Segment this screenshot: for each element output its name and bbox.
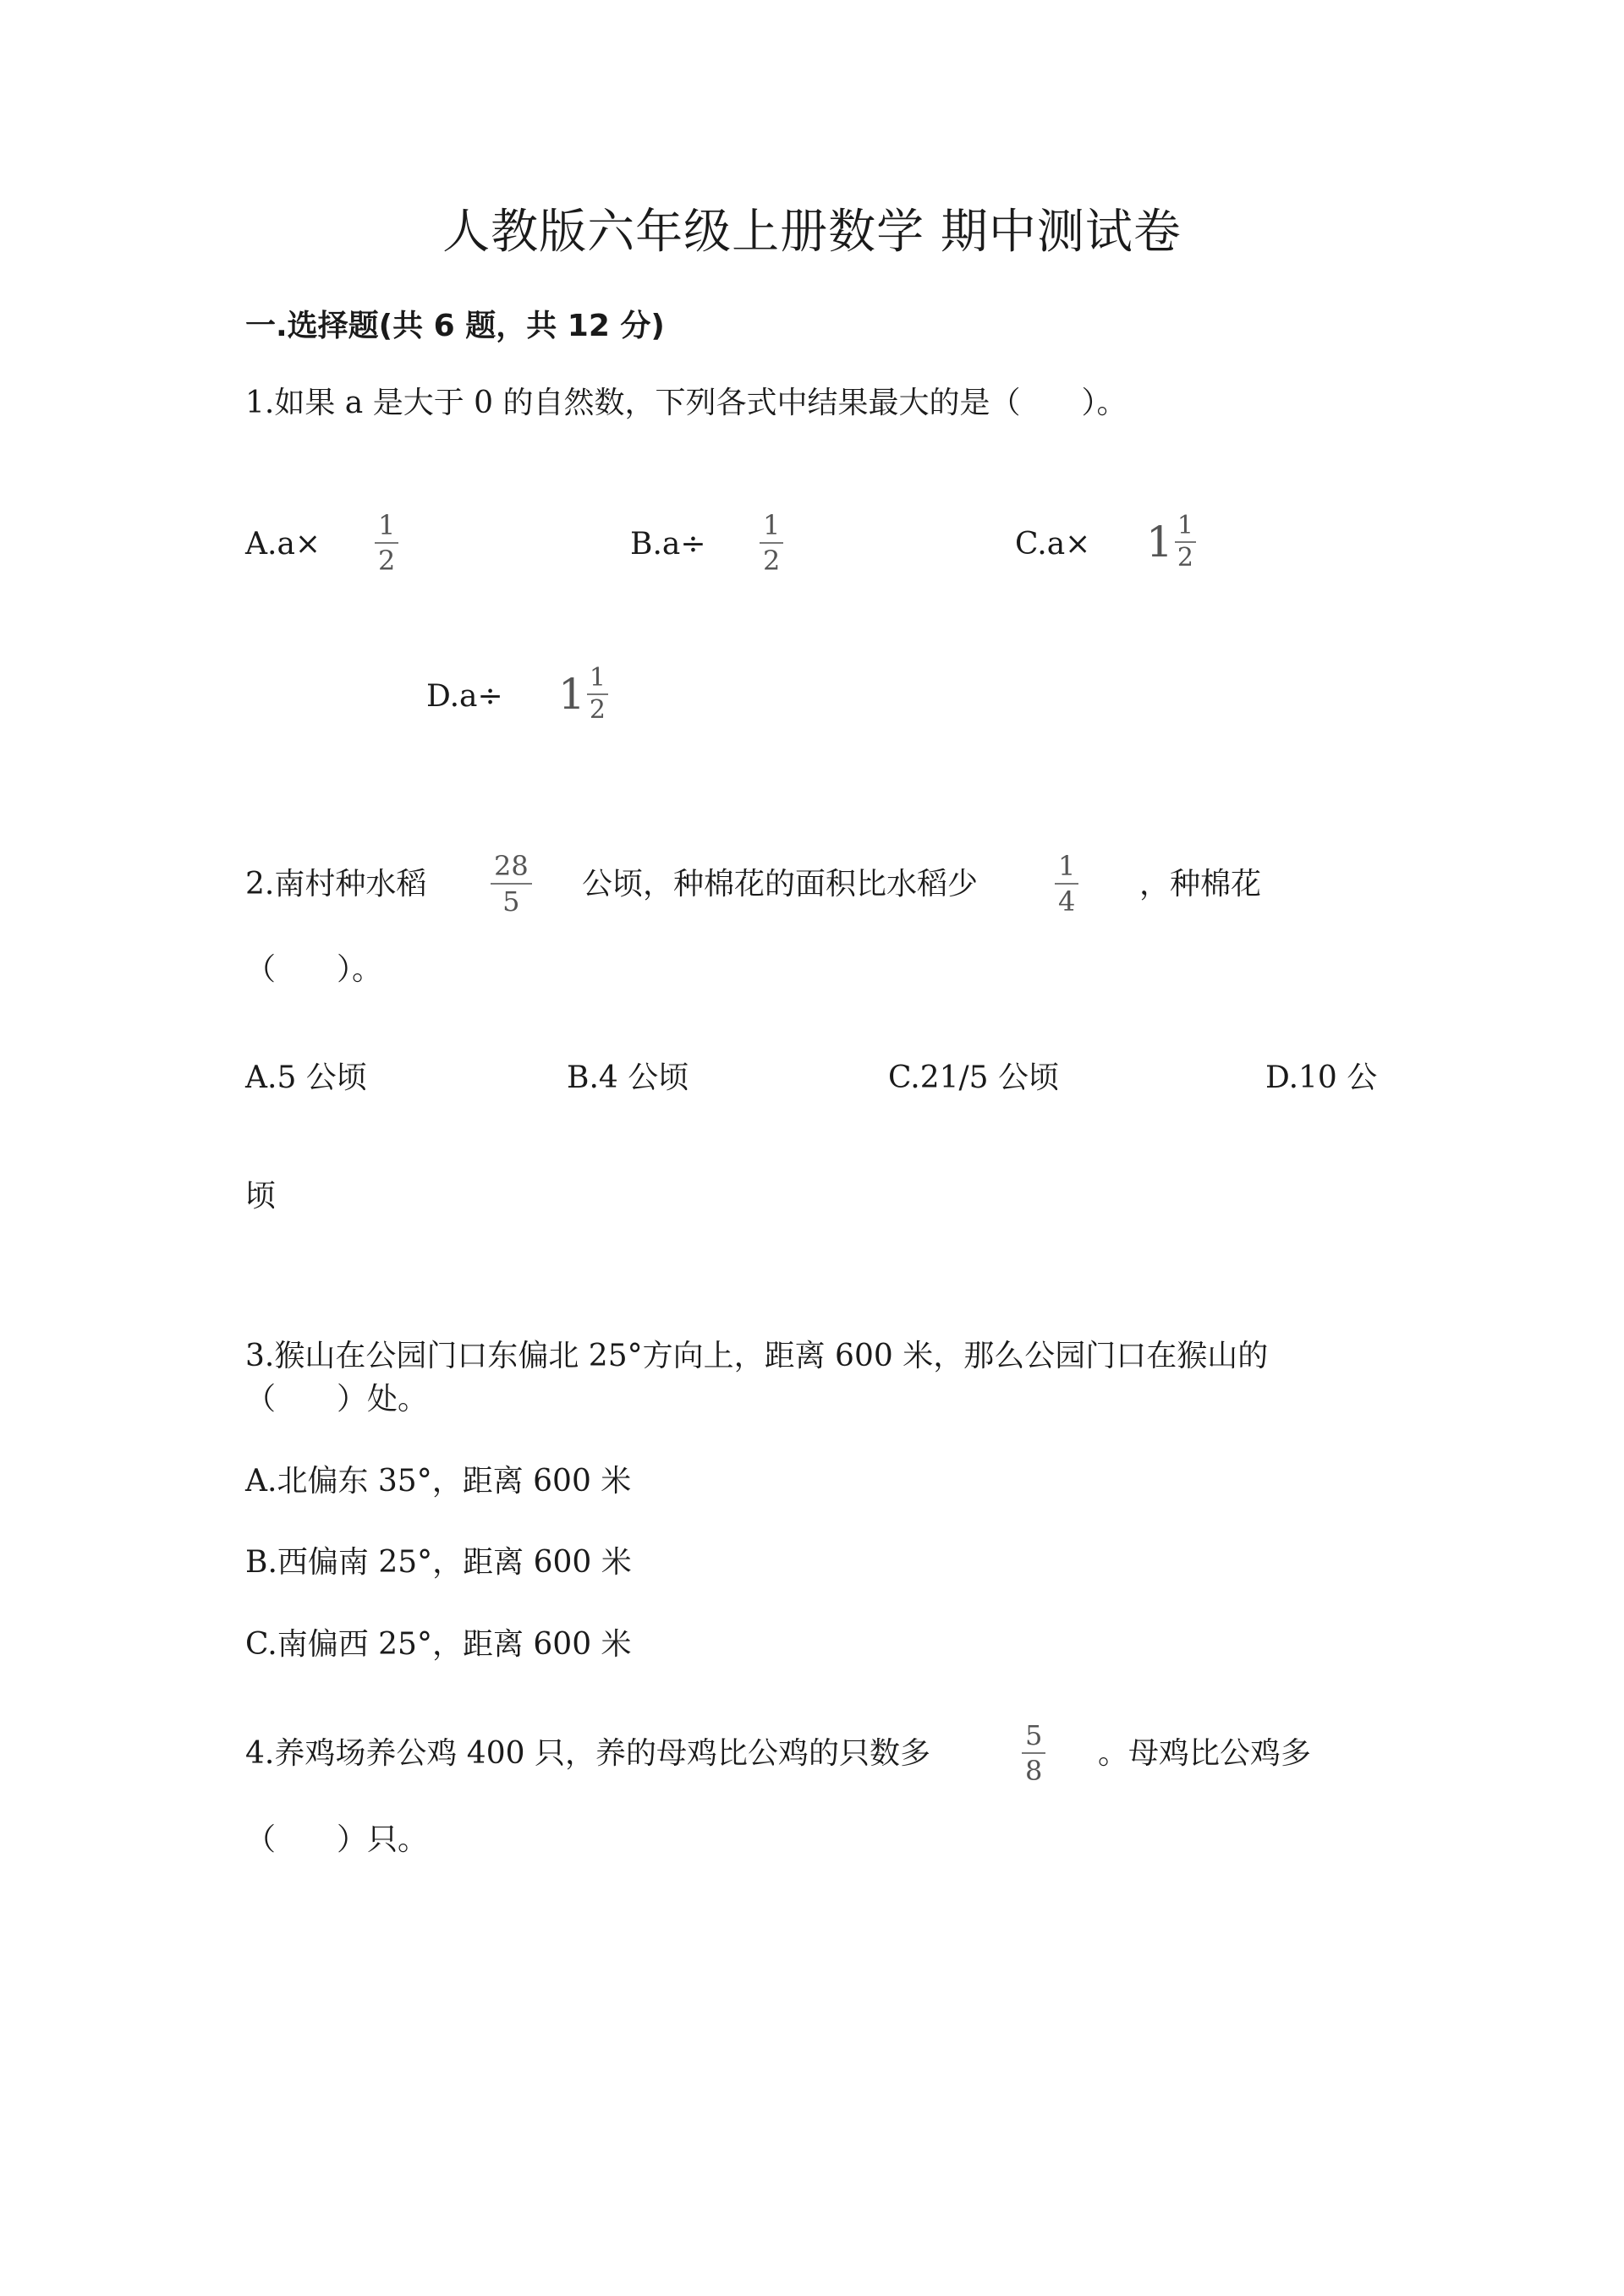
q1-option-a-label: A.a× (245, 527, 321, 562)
q1-option-a-fraction (375, 510, 398, 576)
question-2-stem-line2: （ ）。 (245, 952, 383, 987)
fraction-bar (1055, 883, 1078, 885)
fraction-bar (1022, 1752, 1045, 1754)
q2-option-d-wrap: 顷 (245, 1179, 277, 1214)
question-3-stem-line2: （ ）处。 (245, 1382, 429, 1417)
fraction-bar (491, 883, 532, 885)
fraction-denominator: 2 (589, 695, 606, 725)
q1-option-c-mixed-number (1146, 512, 1196, 572)
q1-option-c-label: C.a× (1015, 527, 1091, 562)
q1-option-b-label: B.a÷ (630, 527, 706, 562)
section-heading: 一.选择题(共 6 题，共 12 分) (245, 309, 665, 343)
fraction-denominator: 5 (502, 885, 520, 918)
fraction-bar (375, 542, 398, 544)
page-title: 人教版六年级上册数学 期中测试卷 (442, 205, 1182, 260)
fraction-numerator: 1 (378, 509, 396, 541)
q2-fraction-rice-area (491, 851, 532, 917)
q1-option-b-fraction (760, 510, 783, 576)
fraction-numerator: 28 (494, 850, 529, 882)
q4-fraction-more (1022, 1720, 1045, 1786)
q2-option-d: D.10 公 (1265, 1060, 1378, 1095)
fraction-numerator: 1 (1058, 850, 1076, 882)
q2-option-c: C.21/5 公顷 (888, 1060, 1059, 1095)
question-2-stem-part3: ，种棉花 (1139, 867, 1262, 901)
q1-option-d-mixed-number (558, 665, 608, 724)
question-3-stem-line1: 3.猴山在公园门口东偏北 25°方向上，距离 600 米，那么公园门口在猴山的 (245, 1339, 1269, 1373)
fraction-denominator: 2 (378, 545, 396, 577)
fraction-denominator: 8 (1025, 1755, 1043, 1787)
q2-option-a: A.5 公顷 (245, 1060, 367, 1095)
question-2-stem-part1: 2.南村种水稻 (245, 867, 427, 901)
fraction-bar (760, 542, 783, 544)
fraction-denominator: 4 (1058, 885, 1076, 918)
fraction-numerator: 1 (589, 663, 606, 693)
question-4-stem-part1: 4.养鸡场养公鸡 400 只，养的母鸡比公鸡的只数多 (245, 1736, 930, 1771)
fraction-numerator: 1 (763, 509, 781, 541)
fraction-denominator: 2 (763, 545, 781, 577)
question-1-stem: 1.如果 a 是大于 0 的自然数，下列各式中结果最大的是（ ）。 (245, 386, 1127, 420)
question-4-stem-line2: （ ）只。 (245, 1822, 429, 1857)
fraction-numerator: 5 (1025, 1719, 1043, 1751)
q3-option-a: A.北偏东 35°，距离 600 米 (245, 1464, 632, 1499)
mixed-whole: 1 (1146, 518, 1173, 567)
q2-fraction-less (1055, 851, 1078, 917)
question-2-stem-part2: 公顷，种棉花的面积比水稻少 (582, 867, 979, 901)
question-4-stem-part2: 。母鸡比公鸡多 (1098, 1736, 1312, 1771)
q1-option-d-label: D.a÷ (426, 679, 503, 714)
q3-option-b: B.西偏南 25°，距离 600 米 (245, 1545, 632, 1580)
q3-option-c: C.南偏西 25°，距离 600 米 (245, 1627, 632, 1662)
mixed-whole: 1 (558, 670, 585, 719)
fraction-numerator: 1 (1177, 511, 1193, 540)
q2-option-b: B.4 公顷 (567, 1060, 689, 1095)
fraction-denominator: 2 (1177, 543, 1193, 573)
